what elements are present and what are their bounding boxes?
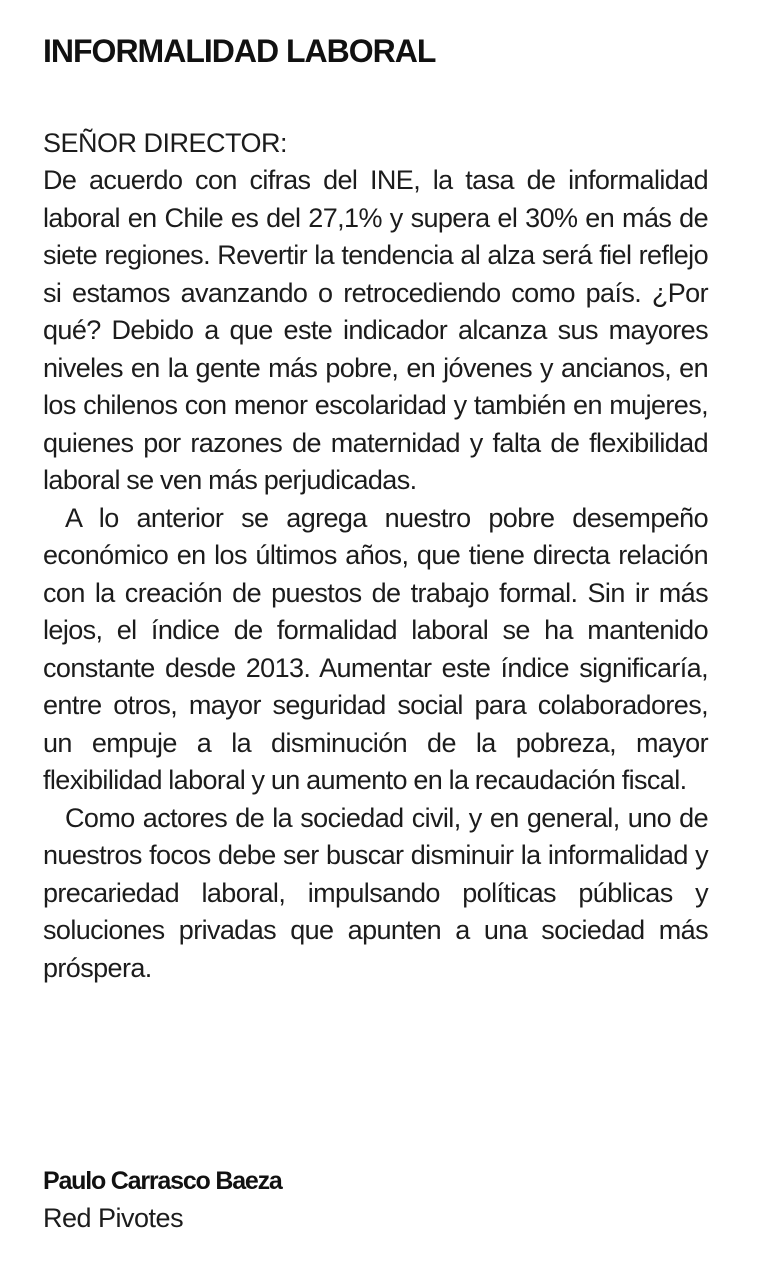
letter-title: INFORMALIDAD LABORAL — [43, 33, 436, 69]
letter-salutation: SEÑOR DIRECTOR: — [43, 128, 288, 158]
letter-body — [43, 30, 708, 987]
signature-block — [43, 1164, 282, 1236]
paragraph-1: De acuerdo con cifras del INE, la tasa de informalidad laboral en Chile es del 27,1% y supera el 30% en más de siete regiones. Revertir la tendencia al alza será fiel reflejo si estamos avanzando o retrocediendo como país. ¿Por qué? Debido a que este indicador alcanza sus mayores niveles en la gente más pobre, en jóvenes y ancianos, en los chilenos con menor escolaridad y también en mujeres, quienes por razones de maternidad y falta de flexibilidad laboral se ven más perjudicadas. — [43, 165, 708, 495]
author-organization: Red Pivotes — [43, 1203, 184, 1233]
paragraph-3: Como actores de la sociedad civil, y en general, uno de nuestros focos debe ser buscar disminuir la informalidad y precariedad laboral, impulsando políticas públicas y soluciones privadas que apunten a una sociedad más próspera. — [43, 802, 708, 983]
author-name: Paulo Carrasco Baeza — [43, 1167, 282, 1195]
paragraph-2: A lo anterior se agrega nuestro pobre desempeño económico en los últimos años, que tiene directa relación con la creación de puestos de trabajo formal. Sin ir más lejos, el índice de formalidad laboral se ha mantenido constante desde 2013. Aumentar este índice significaría, entre otros, mayor seguridad social para colaboradores, un empuje a la disminución de la pobreza, mayor flexibilidad laboral y un aumento en la recaudación fiscal. — [43, 502, 708, 795]
